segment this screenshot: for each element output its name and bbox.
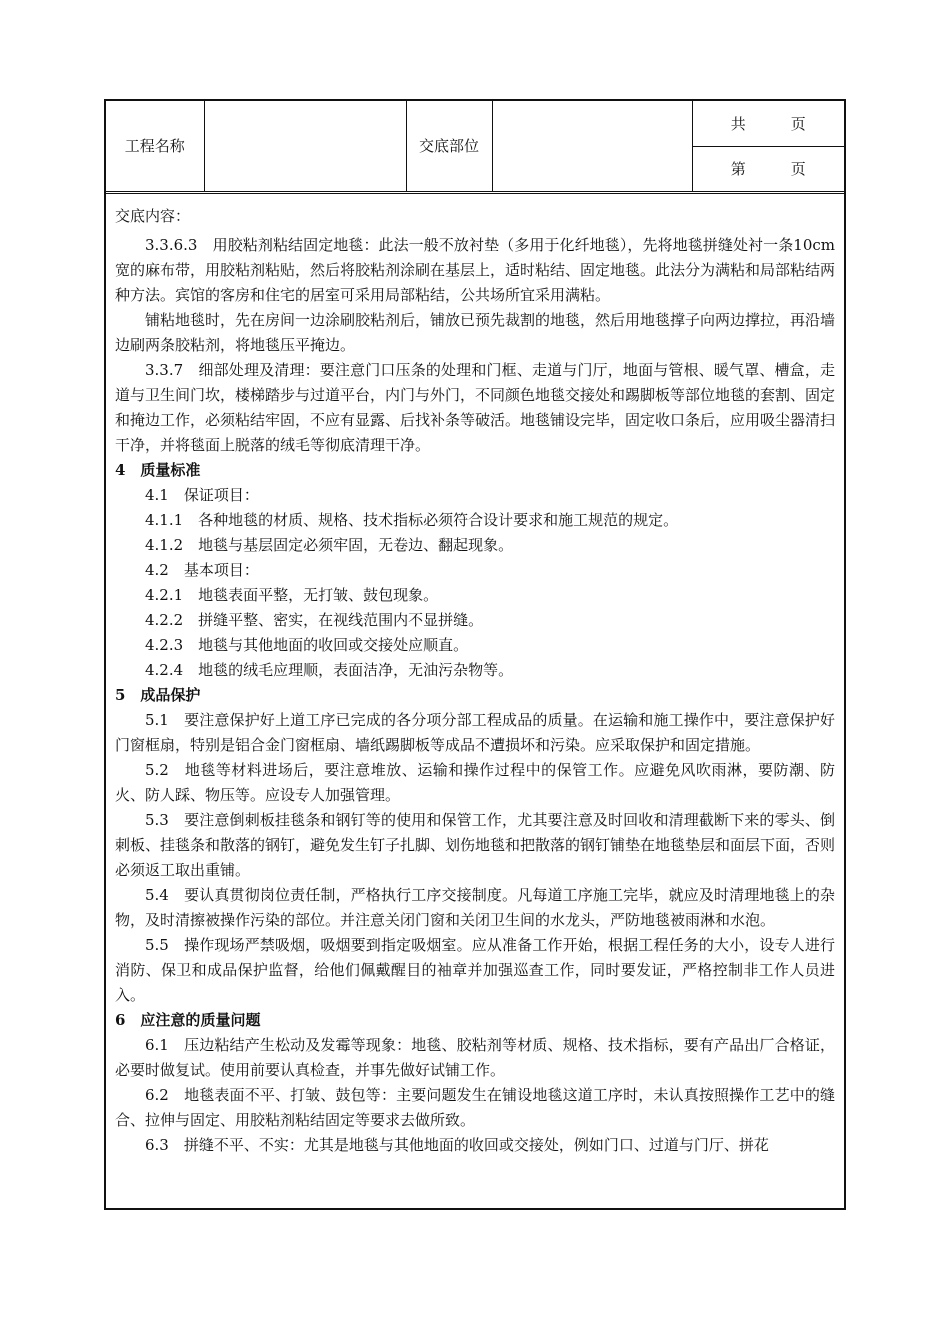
header-table (106, 101, 844, 192)
list-item: 6.3 拼缝不平、不实：尤其是地毯与其他地面的收回或交接处，例如门口、过道与门厅、拼花 (145, 1136, 769, 1154)
list-item: 4.1.1 各种地毯的材质、规格、技术指标必须符合设计要求和施工规范的规定。 (145, 511, 679, 529)
paragraph: 铺粘地毯时，先在房间一边涂刷胶粘剂后，铺放已预先裁割的地毯，然后用地毯撑子向两边撑拉，再沿墙边刷两条胶粘剂，将地毯压平掩边。 (115, 311, 836, 354)
list-item: 4.1 保证项目： (145, 486, 259, 504)
section-heading: 4 质量标准 (115, 461, 201, 479)
list-item: 4.2.4 地毯的绒毛应理顺，表面洁净，无油污杂物等。 (145, 661, 514, 679)
disclosure-form (104, 99, 846, 1210)
paragraph: 3.3.6.3 用胶粘剂粘结固定地毯：此法一般不放衬垫（多用于化纤地毯），先将地毯拼缝处衬一条10cm宽的麻布带，用胶粘剂粘贴，然后将胶粘剂涂刷在基层上，适时粘结、固定地毯。此法分为满粘和局部粘结两种方法。宾馆的客房和住宅的居室可采用局部粘结，公共场所宜采用满粘。 (115, 236, 836, 304)
list-item: 5.3 要注意倒刺板挂毯条和钢钉等的使用和保管工作，尤其要注意及时回收和清理截断下来的零头、倒刺板、挂毯条和散落的钢钉，避免发生钉子扎脚、划伤地毯和把散落的钢钉铺垫在地毯垫层和面层下面，否则必须返工取出重铺。 (115, 811, 836, 879)
content-body (106, 193, 844, 1208)
paragraph: 3.3.7 细部处理及清理：要注意门口压条的处理和门框、走道与门厅，地面与管根、暖气罩、槽盒，走道与卫生间门坎，楼梯踏步与过道平台，内门与外门，不同颜色地毯交接处和踢脚板等部位地毯的套割、固定和掩边工作，必须粘结牢固，不应有显露、后找补条等破活。地毯铺设完毕，固定收口条后，应用吸尘器清扫干净，并将毯面上脱落的绒毛等彻底清理干净。 (115, 361, 836, 454)
list-item: 4.2.2 拼缝平整、密实，在视线范围内不显拼缝。 (145, 611, 484, 629)
total-pages: 共 页 (692, 101, 844, 146)
list-item: 4.1.2 地毯与基层固定必须牢固，无卷边、翻起现象。 (145, 536, 514, 554)
location-value[interactable] (492, 101, 692, 191)
section-heading: 6 应注意的质量问题 (115, 1011, 261, 1029)
list-item: 4.2.1 地毯表面平整，无打皱、鼓包现象。 (145, 586, 439, 604)
list-item: 4.2 基本项目： (145, 561, 259, 579)
list-item: 5.4 要认真贯彻岗位责任制，严格执行工序交接制度。凡每道工序施工完毕，就应及时清理地毯上的杂物，及时清擦被操作污染的部位。并注意关闭门窗和关闭卫生间的水龙头，严防地毯被雨淋和水泡。 (115, 886, 835, 929)
list-item: 5.5 操作现场严禁吸烟，吸烟要到指定吸烟室。应从准备工作开始，根据工程任务的大小，设专人进行消防、保卫和成品保护监督，给他们佩戴醒目的袖章并加强巡查工作，同时要发证，严格控制非工作人员进入。 (115, 936, 835, 1004)
page-number: 第 页 (692, 146, 844, 191)
location-label: 交底部位 (406, 101, 492, 191)
list-item: 6.2 地毯表面不平、打皱、鼓包等：主要问题发生在铺设地毯这道工序时，未认真按照操作工艺中的缝合、拉伸与固定、用胶粘剂粘结固定等要求去做所致。 (115, 1086, 835, 1129)
project-name-label: 工程名称 (106, 101, 204, 191)
section-heading: 5 成品保护 (115, 686, 201, 704)
list-item: 5.2 地毯等材料进场后，要注意堆放、运输和操作过程中的保管工作。应避免风吹雨淋，要防潮、防火、防人踩、物压等。应设专人加强管理。 (115, 761, 835, 804)
list-item: 5.1 要注意保护好上道工序已完成的各分项分部工程成品的质量。在运输和施工操作中，要注意保护好门窗框扇，特别是铝合金门窗框扇、墙纸踢脚板等成品不遭损坏和污染。应采取保护和固定措施。 (115, 711, 835, 754)
content-label: 交底内容： (115, 207, 191, 225)
list-item: 4.2.3 地毯与其他地面的收回或交接处应顺直。 (145, 636, 469, 654)
project-name-value[interactable] (204, 101, 406, 191)
list-item: 6.1 压边粘结产生松动及发霉等现象：地毯、胶粘剂等材质、规格、技术指标，要有产品出厂合格证，必要时做复试。使用前要认真检查，并事先做好试铺工作。 (115, 1036, 835, 1079)
